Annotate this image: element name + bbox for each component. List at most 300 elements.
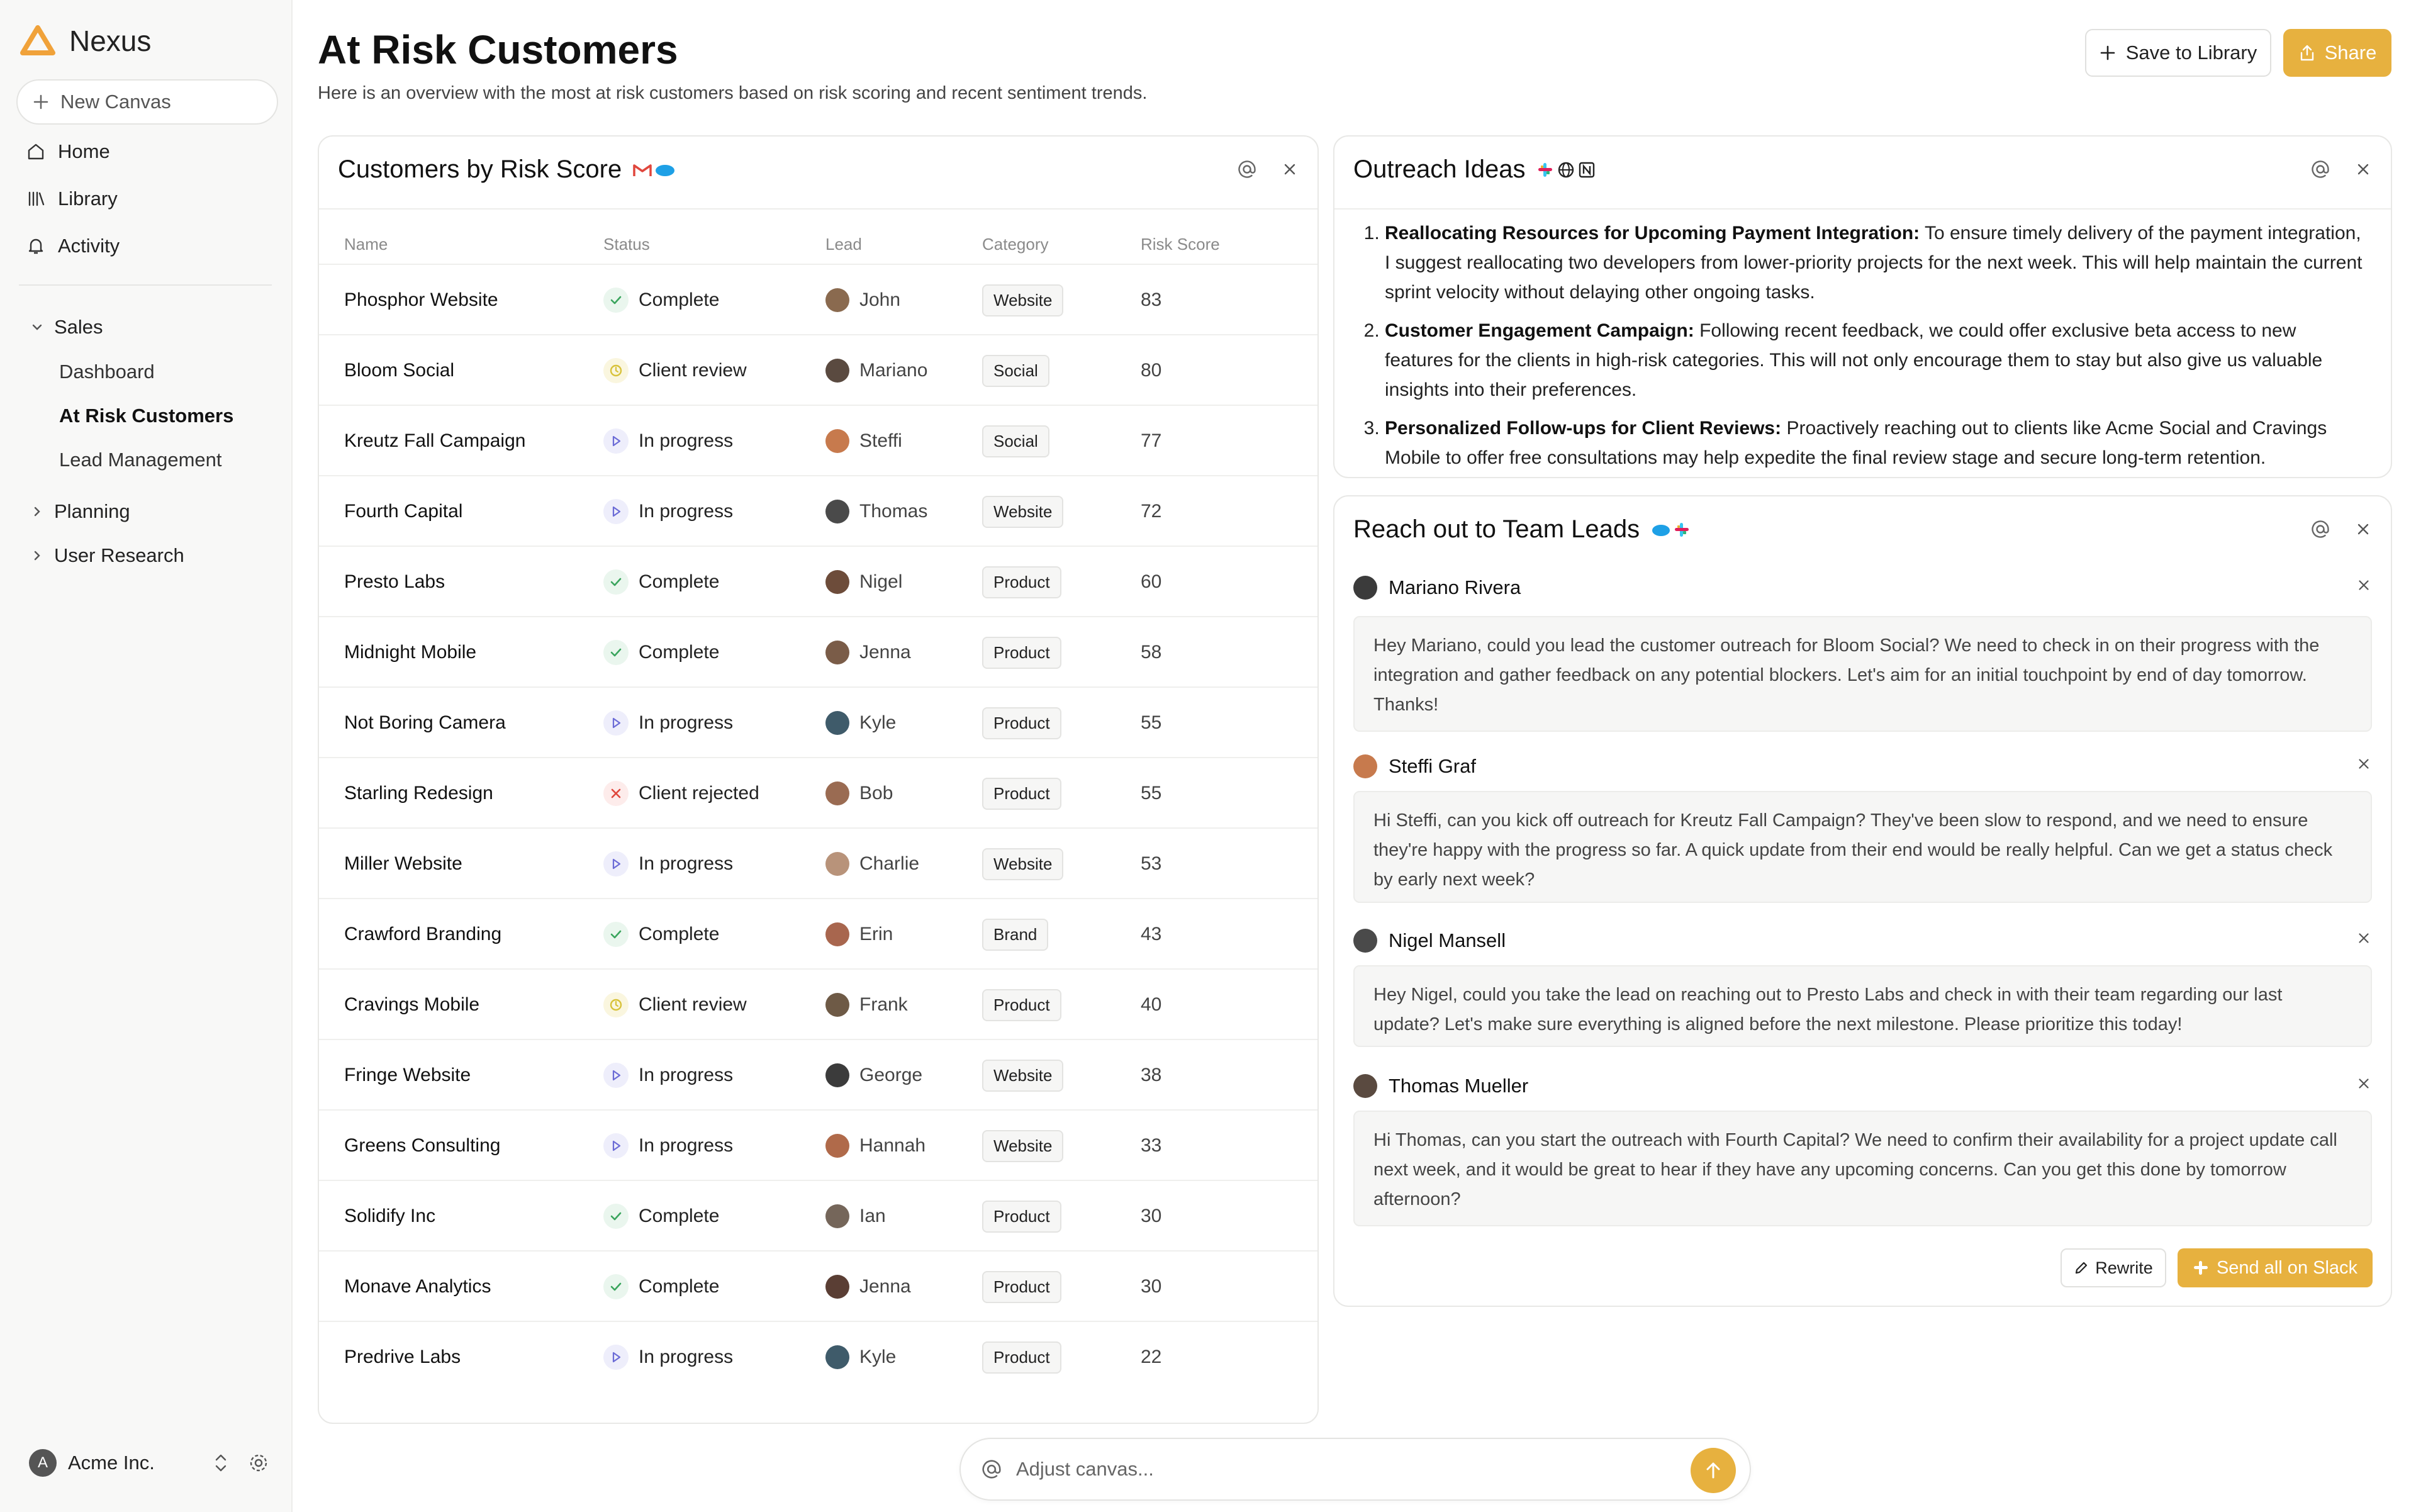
status-badge <box>603 851 629 876</box>
cell-status <box>603 1111 733 1181</box>
sidebar-divider <box>19 284 272 286</box>
cell-category <box>982 758 1061 829</box>
cell-status <box>603 688 733 758</box>
table-row[interactable] <box>319 1321 1317 1391</box>
cell-status <box>603 1252 719 1322</box>
cell-risk-score: 43 <box>1141 924 1162 944</box>
cell-category <box>982 1040 1063 1111</box>
cell-lead <box>825 265 900 335</box>
clock-icon <box>609 998 623 1012</box>
category-pill: Social <box>982 425 1049 457</box>
lead-name: Jenna <box>859 1276 911 1297</box>
cell-category <box>982 335 1049 406</box>
adjust-canvas-input[interactable]: Adjust canvas... <box>1016 1458 1154 1480</box>
pencil-icon <box>2074 1260 2089 1275</box>
category-pill: Product <box>982 1271 1061 1303</box>
status-label: Complete <box>639 642 720 663</box>
avatar <box>825 852 849 876</box>
sidebar-group-label: Sales <box>54 316 103 338</box>
category-pill: Social <box>982 355 1049 387</box>
lead-name: John <box>859 289 901 310</box>
clock-icon <box>609 364 623 378</box>
adjust-canvas-composer <box>959 1438 1751 1501</box>
sidebar-item-lead-management[interactable]: Lead Management <box>59 449 222 471</box>
status-label: Client review <box>639 360 747 381</box>
cell-category <box>982 617 1061 688</box>
card-title <box>1353 515 1690 544</box>
mention-icon[interactable] <box>2310 519 2330 539</box>
outreach-ideas-card <box>1333 135 2392 478</box>
table-row[interactable] <box>319 898 1317 968</box>
table-row[interactable] <box>319 405 1317 475</box>
card-title <box>338 155 676 184</box>
lead-message[interactable]: Hey Mariano, could you lead the customer outreach for Bloom Social? We need to check in on their progress with the integration and gather feedback on any potential blockers. Let's aim for an initial touchpoint by end of day tomorrow. Thanks! <box>1353 616 2372 732</box>
lead-message-block <box>1353 925 2372 1047</box>
idea-heading: Reallocating Resources for Upcoming Payment Integration: <box>1385 223 1920 244</box>
card-actions <box>2310 519 2372 539</box>
rewrite-label: Rewrite <box>2095 1258 2153 1277</box>
risk-card-title: Customers by Risk Score <box>338 155 622 183</box>
card-actions <box>2310 159 2372 179</box>
close-icon[interactable] <box>2354 520 2372 538</box>
avatar <box>825 500 849 524</box>
col-status[interactable]: Status <box>603 235 650 254</box>
close-icon[interactable] <box>2354 160 2372 178</box>
avatar <box>825 641 849 664</box>
idea-item <box>1385 316 2366 405</box>
cell-lead <box>825 1040 922 1111</box>
sidebar-item-activity[interactable] <box>25 230 120 262</box>
col-lead[interactable]: Lead <box>825 235 862 254</box>
lead-name: Jenna <box>859 642 911 663</box>
table-row[interactable] <box>319 827 1317 898</box>
cell-status <box>603 899 719 970</box>
cell-risk-score: 55 <box>1141 712 1162 733</box>
lead-message[interactable]: Hi Thomas, can you start the outreach with Fourth Capital? We need to confirm their availability for a project update call next week, and it would be great to hear if they have any upcoming concerns. Can you get this done by tomorrow afternoon? <box>1353 1111 2372 1226</box>
cell-risk-score: 30 <box>1141 1276 1162 1297</box>
nexus-logo-icon <box>20 25 55 57</box>
close-icon <box>2356 1075 2372 1092</box>
cell-category <box>982 1252 1061 1322</box>
cell-lead <box>825 1322 896 1392</box>
cell-status <box>603 406 733 476</box>
page-title: At Risk Customers <box>318 27 678 72</box>
avatar <box>1353 929 1377 953</box>
lead-header <box>1353 751 2372 782</box>
status-label: Client review <box>639 994 747 1015</box>
cell-lead <box>825 617 911 688</box>
mention-icon[interactable] <box>1237 159 1257 179</box>
col-name[interactable]: Name <box>344 235 388 254</box>
col-risk-score[interactable]: Risk Score <box>1141 235 1220 254</box>
table-row[interactable] <box>319 757 1317 827</box>
table-row[interactable] <box>319 546 1317 616</box>
cell-risk-score: 40 <box>1141 994 1162 1015</box>
risk-score-card <box>318 135 1319 1424</box>
cell-name: Cravings Mobile <box>344 994 480 1015</box>
check-icon <box>609 1280 623 1294</box>
cell-name: Solidify Inc <box>344 1206 436 1226</box>
idea-body: Following recent feedback, we could offer exclusive beta access to new features for the clients in high-risk categories. This will not only encourage them to stay but also give us valuable insights into their preferences. <box>1385 320 2323 400</box>
avatar <box>825 993 849 1017</box>
lead-name: Thomas <box>859 501 928 522</box>
play-icon <box>609 857 623 871</box>
idea-item <box>1385 218 2366 307</box>
lead-name: Thomas Mueller <box>1389 1075 1529 1097</box>
cell-risk-score: 22 <box>1141 1347 1162 1367</box>
play-icon <box>609 716 623 730</box>
send-button[interactable] <box>1691 1448 1736 1493</box>
category-pill: Website <box>982 1060 1063 1092</box>
status-badge <box>603 499 629 524</box>
category-pill: Product <box>982 1341 1061 1374</box>
cell-category <box>982 406 1049 476</box>
cell-lead <box>825 970 908 1040</box>
cell-status <box>603 335 747 406</box>
cell-status <box>603 1322 733 1392</box>
status-badge <box>603 781 629 806</box>
cell-risk-score: 38 <box>1141 1065 1162 1085</box>
table-row[interactable] <box>319 475 1317 546</box>
share-button[interactable] <box>2283 29 2391 77</box>
table-header <box>319 225 1317 262</box>
lead-name: Ian <box>859 1206 886 1226</box>
cell-status <box>603 758 759 829</box>
remove-lead-button[interactable] <box>2356 756 2372 775</box>
avatar <box>1353 1074 1377 1098</box>
status-label: In progress <box>639 430 734 451</box>
cell-name: Presto Labs <box>344 571 445 592</box>
sidebar-item-at-risk-customers[interactable]: At Risk Customers <box>59 405 234 427</box>
arrow-up-icon <box>1703 1460 1724 1481</box>
lead-message-block <box>1353 572 2372 732</box>
status-badge <box>603 288 629 313</box>
cell-category <box>982 265 1063 335</box>
card-divider <box>319 208 1317 210</box>
page-subtitle: Here is an overview with the most at risk customers based on risk scoring and recent sentiment trends. <box>318 83 1148 103</box>
salesforce-icon <box>1651 522 1671 537</box>
avatar <box>825 1345 849 1369</box>
mention-icon[interactable] <box>981 1459 1002 1480</box>
category-pill: Website <box>982 848 1063 880</box>
status-label: Client rejected <box>639 783 759 804</box>
remove-lead-button[interactable] <box>2356 577 2372 596</box>
settings-button[interactable] <box>248 1452 269 1477</box>
gear-icon <box>248 1452 269 1474</box>
status-badge <box>603 358 629 383</box>
status-label: Complete <box>639 571 720 592</box>
save-label: Save to Library <box>2125 42 2257 64</box>
check-icon <box>609 293 623 307</box>
category-pill: Product <box>982 566 1061 598</box>
cell-lead <box>825 335 927 406</box>
status-badge <box>603 922 629 947</box>
status-badge <box>603 428 629 454</box>
brand[interactable] <box>20 24 151 58</box>
avatar <box>1353 576 1377 600</box>
category-pill: Brand <box>982 919 1048 951</box>
category-pill: Website <box>982 1130 1063 1162</box>
main-content <box>293 0 2416 1512</box>
sidebar <box>0 0 293 1512</box>
lead-name: Steffi Graf <box>1389 755 1476 777</box>
table-row[interactable] <box>319 616 1317 686</box>
cell-status <box>603 617 719 688</box>
cell-category <box>982 899 1048 970</box>
status-badge <box>603 1063 629 1088</box>
home-icon <box>26 142 45 161</box>
play-icon <box>609 1068 623 1082</box>
send-all-label: Send all on Slack <box>2216 1257 2358 1278</box>
avatar <box>825 1063 849 1087</box>
lead-name: Frank <box>859 994 908 1015</box>
lead-name: Kyle <box>859 1347 897 1367</box>
cell-status <box>603 1040 733 1111</box>
close-icon <box>2356 577 2372 593</box>
status-label: In progress <box>639 501 734 522</box>
status-label: Complete <box>639 1206 720 1226</box>
cell-lead <box>825 476 927 547</box>
table-row[interactable] <box>319 1109 1317 1180</box>
cell-risk-score: 30 <box>1141 1206 1162 1226</box>
new-canvas-button[interactable] <box>16 79 278 125</box>
cell-lead <box>825 758 893 829</box>
cell-lead <box>825 1111 926 1181</box>
cell-lead <box>825 688 896 758</box>
cell-name: Starling Redesign <box>344 783 493 804</box>
status-label: Complete <box>639 289 720 310</box>
cell-name: Midnight Mobile <box>344 642 477 663</box>
org-switcher[interactable] <box>29 1449 155 1477</box>
avatar <box>825 922 849 946</box>
remove-lead-button[interactable] <box>2356 930 2372 949</box>
cell-category <box>982 1111 1063 1181</box>
play-icon <box>609 1139 623 1153</box>
cell-risk-score: 53 <box>1141 853 1162 874</box>
sidebar-item-library[interactable] <box>25 183 118 215</box>
status-badge <box>603 640 629 665</box>
cell-status <box>603 476 733 547</box>
lead-message[interactable]: Hi Steffi, can you kick off outreach for Kreutz Fall Campaign? They've been slow to respond, and we need to ensure they're happy with the progress so far. A quick update from their end would be really helpful. Can we get a status check by early next week? <box>1353 791 2372 903</box>
cell-status <box>603 970 747 1040</box>
cell-name: Not Boring Camera <box>344 712 506 733</box>
cell-status <box>603 265 719 335</box>
org-name: Acme Inc. <box>68 1452 155 1474</box>
chevron-right-icon <box>31 505 43 518</box>
avatar <box>825 711 849 735</box>
ideas-list <box>1353 218 2366 478</box>
org-switch-button[interactable] <box>211 1452 230 1477</box>
cell-lead <box>825 547 902 617</box>
avatar <box>825 359 849 383</box>
rewrite-button[interactable] <box>2061 1248 2166 1287</box>
cell-risk-score: 77 <box>1141 430 1162 451</box>
sidebar-group-sales[interactable] <box>30 311 103 343</box>
remove-lead-button[interactable] <box>2356 1075 2372 1095</box>
cell-category <box>982 829 1063 899</box>
idea-body: To ensure timely delivery of the payment integration, I suggest reallocating two developers from lower-priority projects for the next week. This will help maintain the current sprint velocity without delaying other ongoing tasks. <box>1385 223 2363 303</box>
cell-category <box>982 688 1061 758</box>
lead-header <box>1353 1070 2372 1102</box>
lead-message-block <box>1353 1070 2372 1226</box>
lead-name: Nigel <box>859 571 903 592</box>
status-label: In progress <box>639 1135 734 1156</box>
cell-lead <box>825 1181 886 1252</box>
cell-risk-score: 33 <box>1141 1135 1162 1156</box>
avatar <box>825 429 849 453</box>
cell-lead <box>825 829 919 899</box>
lead-name: Bob <box>859 783 893 804</box>
lead-name: George <box>859 1065 923 1085</box>
lead-header <box>1353 572 2372 603</box>
lead-name: Mariano <box>859 360 928 381</box>
avatar <box>825 1204 849 1228</box>
lead-name: Charlie <box>859 853 920 874</box>
notion-icon <box>1579 162 1595 178</box>
card-actions <box>1237 159 1299 179</box>
send-all-on-slack-button[interactable] <box>2178 1248 2373 1287</box>
table-row[interactable] <box>319 1039 1317 1109</box>
cell-lead <box>825 899 893 970</box>
category-pill: Product <box>982 637 1061 669</box>
sidebar-item-label: Home <box>58 140 110 162</box>
cell-risk-score: 80 <box>1141 360 1162 381</box>
cell-name: Kreutz Fall Campaign <box>344 430 526 451</box>
library-icon <box>26 189 45 208</box>
lead-message-block <box>1353 751 2372 903</box>
category-pill: Product <box>982 707 1061 739</box>
table-row[interactable] <box>319 686 1317 757</box>
cell-name: Monave Analytics <box>344 1276 491 1297</box>
app-name: Nexus <box>69 25 152 57</box>
cell-lead <box>825 406 902 476</box>
chevron-up-down-icon <box>211 1452 230 1474</box>
check-icon <box>609 1209 623 1223</box>
cell-name: Predrive Labs <box>344 1347 461 1367</box>
cell-name: Miller Website <box>344 853 462 874</box>
table-row[interactable] <box>319 264 1317 334</box>
col-category[interactable]: Category <box>982 235 1049 254</box>
category-pill: Website <box>982 284 1063 316</box>
category-pill: Product <box>982 989 1061 1021</box>
share-label: Share <box>2324 42 2377 64</box>
idea-heading: Personalized Follow-ups for Client Reviews: <box>1385 418 1782 439</box>
sidebar-item-label: Activity <box>58 235 120 257</box>
sidebar-group-label: User Research <box>54 544 184 566</box>
check-icon <box>609 646 623 659</box>
avatar <box>825 570 849 594</box>
x-icon <box>609 787 623 800</box>
slack-icon <box>1537 162 1553 178</box>
save-to-library-button[interactable] <box>2085 29 2271 77</box>
chevron-down-icon <box>31 321 43 333</box>
lead-name: Mariano Rivera <box>1389 576 1521 598</box>
avatar <box>825 1275 849 1299</box>
status-badge <box>603 569 629 595</box>
cell-name: Fringe Website <box>344 1065 471 1085</box>
cell-lead <box>825 1252 911 1322</box>
status-badge <box>603 1204 629 1229</box>
status-badge <box>603 1345 629 1370</box>
status-badge <box>603 1274 629 1299</box>
cell-name: Phosphor Website <box>344 289 498 310</box>
sidebar-group-label: Planning <box>54 500 130 522</box>
plus-icon <box>2100 45 2116 61</box>
cell-name: Bloom Social <box>344 360 455 381</box>
new-canvas-label: New Canvas <box>60 91 171 113</box>
lead-name: Steffi <box>859 430 902 451</box>
share-icon <box>2298 44 2316 62</box>
lead-header <box>1353 925 2372 956</box>
status-label: In progress <box>639 853 734 874</box>
play-icon <box>609 434 623 448</box>
table-row[interactable] <box>319 1250 1317 1321</box>
avatar <box>825 1134 849 1158</box>
status-label: Complete <box>639 924 720 944</box>
category-pill: Website <box>982 496 1063 528</box>
sidebar-item-home[interactable] <box>25 136 110 167</box>
table-row[interactable] <box>319 1180 1317 1250</box>
gmail-icon <box>633 162 652 177</box>
lead-message[interactable]: Hey Nigel, could you take the lead on reaching out to Presto Labs and check in with their team regarding our last update? Let's make sure everything is aligned before the next milestone. Please prioritize this today! <box>1353 965 2372 1047</box>
cell-category <box>982 476 1063 547</box>
cell-category <box>982 970 1061 1040</box>
cell-status <box>603 547 719 617</box>
idea-body: Proactively reaching out to clients like Acme Social and Cravings Mobile to offer free consultations may help expedite the final review stage and secure long-term retention. <box>1385 418 2327 468</box>
status-badge <box>603 710 629 736</box>
status-label: Complete <box>639 1276 720 1297</box>
status-label: In progress <box>639 712 734 733</box>
cell-status <box>603 829 733 899</box>
plus-icon <box>33 94 49 110</box>
cell-risk-score: 55 <box>1141 783 1162 804</box>
cell-status <box>603 1181 719 1252</box>
cell-category <box>982 547 1061 617</box>
cell-risk-score: 83 <box>1141 289 1162 310</box>
table-row[interactable] <box>319 334 1317 405</box>
check-icon <box>609 575 623 589</box>
sidebar-item-dashboard[interactable]: Dashboard <box>59 361 155 383</box>
idea-heading: Customer Engagement Campaign: <box>1385 320 1694 341</box>
mention-icon[interactable] <box>2310 159 2330 179</box>
slack-icon <box>2193 1260 2209 1276</box>
avatar <box>825 288 849 312</box>
cell-name: Fourth Capital <box>344 501 463 522</box>
table-row[interactable] <box>319 968 1317 1039</box>
status-label: In progress <box>639 1347 734 1367</box>
close-icon <box>2356 930 2372 946</box>
check-icon <box>609 927 623 941</box>
idea-item <box>1385 413 2366 473</box>
cell-category <box>982 1181 1061 1252</box>
salesforce-icon <box>654 162 676 177</box>
sidebar-item-label: Library <box>58 188 118 210</box>
lead-name: Kyle <box>859 712 897 733</box>
bell-icon <box>26 237 45 255</box>
card-divider <box>1334 208 2391 210</box>
team-leads-card <box>1333 495 2392 1307</box>
cell-risk-score: 60 <box>1141 571 1162 592</box>
sidebar-group-user-research[interactable] <box>30 540 184 571</box>
sidebar-group-planning[interactable] <box>30 496 130 527</box>
ideas-card-title: Outreach Ideas <box>1353 155 1526 183</box>
card-title <box>1353 155 1595 184</box>
avatar <box>1353 754 1377 778</box>
close-icon[interactable] <box>1281 160 1299 178</box>
play-icon <box>609 1350 623 1364</box>
avatar <box>825 781 849 805</box>
cell-risk-score: 58 <box>1141 642 1162 663</box>
